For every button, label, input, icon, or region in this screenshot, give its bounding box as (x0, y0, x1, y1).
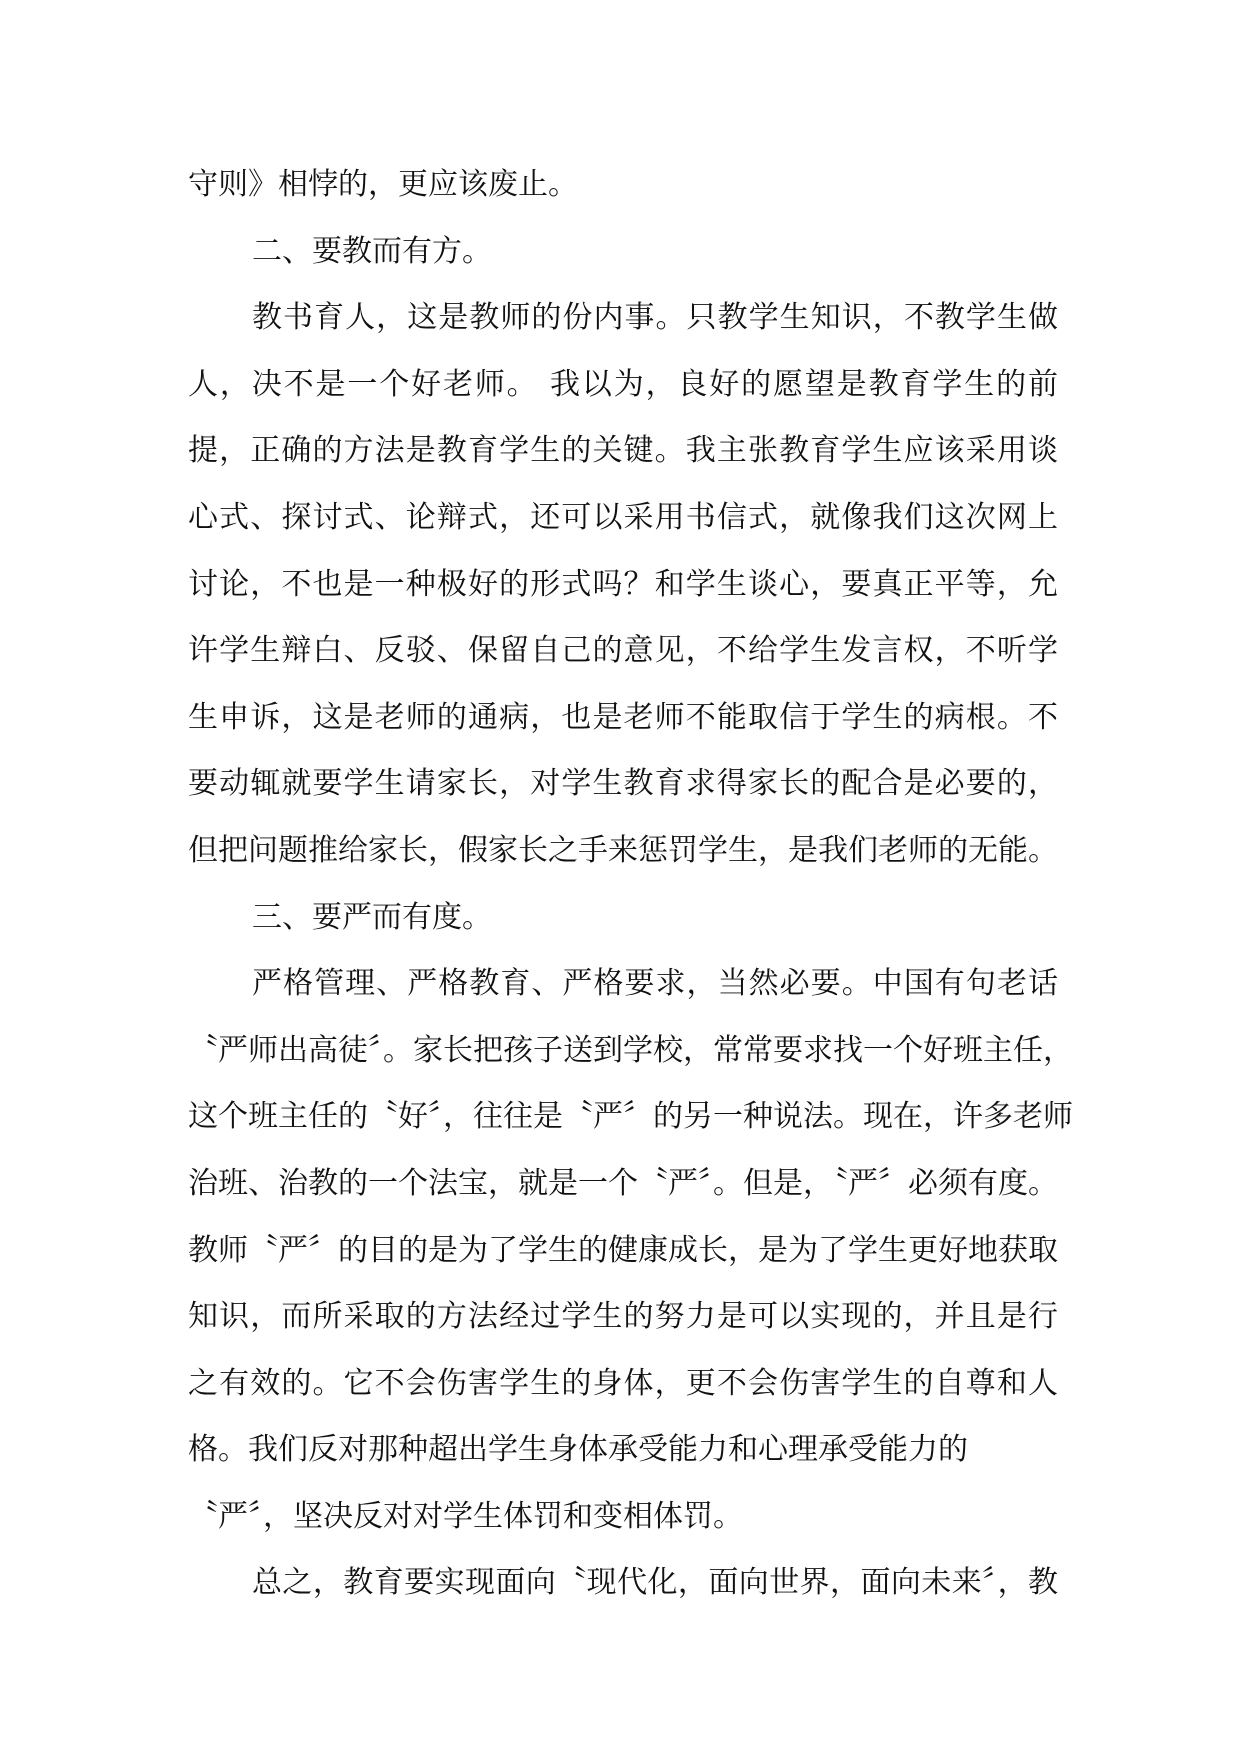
text-line: 讨论，不也是一种极好的形式吗？和学生谈心，要真正平等，允 (188, 566, 1058, 602)
text-line: 守则》相悖的，更应该废止。 (188, 167, 578, 202)
text-line: 知识，而所采取的方法经过学生的努力是可以实现的，并且是行 (188, 1299, 1058, 1335)
text-line: 要动辄就要学生请家长，对学生教育求得家长的配合是必要的， (188, 766, 1058, 802)
text-line: 总之，教育要实现面向〝现代化，面向世界，面向未来〞，教 (252, 1565, 1058, 1601)
text-line: 但把问题推给家长，假家长之手来惩罚学生，是我们老师的无能。 (188, 832, 1058, 868)
text-line: 之有效的。它不会伤害学生的身体，更不会伤害学生的自尊和人 (188, 1365, 1058, 1401)
text-line: 这个班主任的〝好〞，往往是〝严〞的另一种说法。现在，许多老师 (188, 1099, 1073, 1135)
text-line: 生申诉，这是老师的通病，也是老师不能取信于学生的病根。不 (188, 699, 1058, 735)
text-line: 许学生辩白、反驳、保留自己的意见，不给学生发言权，不听学 (188, 633, 1058, 669)
text-line: 〝严〞，坚决反对对学生体罚和变相体罚。 (188, 1498, 743, 1534)
text-line: 教书育人，这是教师的份内事。只教学生知识，不教学生做 (252, 300, 1058, 336)
body-text (188, 152, 1073, 1617)
section-heading-3: 三、要严而有度。 (252, 899, 492, 935)
text-line: 格。我们反对那种超出学生身体承受能力和心理承受能力的 (188, 1432, 968, 1468)
text-line: 心式、探讨式、论辩式，还可以采用书信式，就像我们这次网上 (188, 499, 1058, 535)
text-line: 人，决不是一个好老师。 我以为，良好的愿望是教育学生的前 (188, 366, 1058, 402)
section-heading-2: 二、要教而有方。 (252, 233, 492, 269)
text-line: 严格管理、严格教育、严格要求，当然必要。中国有句老话 (252, 966, 1058, 1002)
text-line: 教师〝严〞的目的是为了学生的健康成长，是为了学生更好地获取 (188, 1232, 1058, 1268)
text-line: 治班、治教的一个法宝，就是一个〝严〞。但是，〝严〞必须有度。 (188, 1165, 1058, 1201)
text-line: 提，正确的方法是教育学生的关键。我主张教育学生应该采用谈 (188, 433, 1058, 469)
text-line: 〝严师出高徒〞。家长把孩子送到学校，常常要求找一个好班主任， (188, 1032, 1073, 1068)
